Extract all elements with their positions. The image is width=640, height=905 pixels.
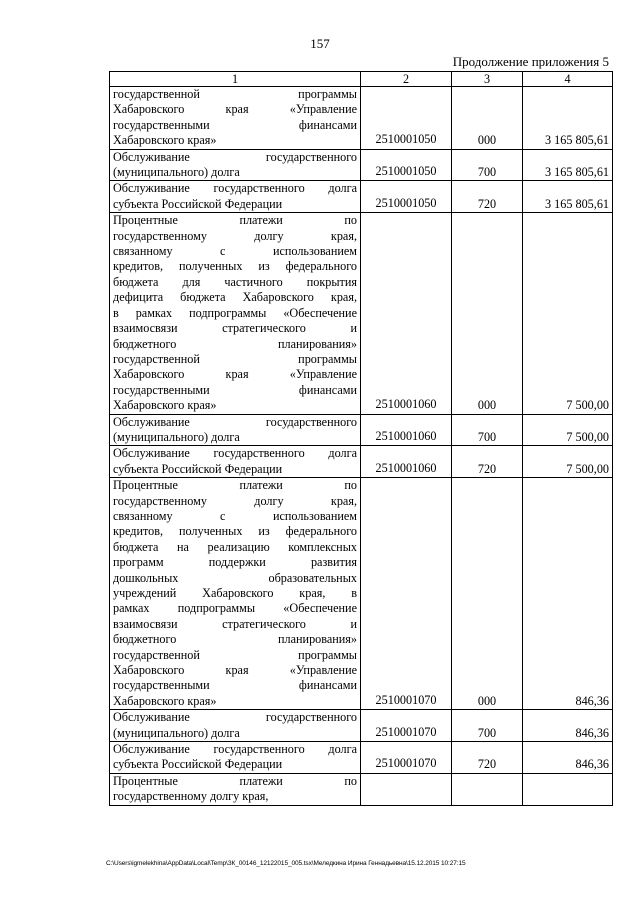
table-row <box>110 773 613 805</box>
row-description <box>110 773 361 805</box>
description-line: (муниципального) долга <box>113 725 240 740</box>
description-line: Обслуживание государственного долга <box>113 446 357 461</box>
description-line: Хабаровского края «Управление <box>113 367 357 382</box>
description-line: Процентные платежи по <box>113 773 357 788</box>
description-line: программ поддержки развития <box>113 555 357 570</box>
row-vr: 000 <box>452 213 523 414</box>
description-line: Хабаровского края» <box>113 693 217 708</box>
row-vr: 000 <box>452 478 523 710</box>
description-line: взаимосвязи стратегического и <box>113 616 357 631</box>
header-col-3: 3 <box>452 72 523 87</box>
row-vr: 700 <box>452 710 523 742</box>
row-amount: 3 165 805,61 <box>523 87 613 150</box>
row-amount: 846,36 <box>523 742 613 774</box>
row-code: 2510001070 <box>361 710 452 742</box>
row-vr <box>452 773 523 805</box>
header-col-4: 4 <box>523 72 613 87</box>
file-path-footer: C:\Users\igmelekhina\AppData\Local\Temp\ЗК_00146_12122015_005.tsx\Меледкина Ирина Геннадьевна\15.12.2015 10:27:15 <box>106 860 466 867</box>
description-line: Процентные платежи по <box>113 478 357 493</box>
description-line: государственной программы <box>113 87 357 101</box>
row-code: 2510001060 <box>361 446 452 478</box>
table-row <box>110 446 613 478</box>
row-code: 2510001060 <box>361 414 452 446</box>
row-vr: 700 <box>452 414 523 446</box>
row-vr: 720 <box>452 742 523 774</box>
description-line: дошкольных образовательных <box>113 570 357 585</box>
table-row <box>110 710 613 742</box>
description-line: бюджета для частичного покрытия <box>113 274 357 289</box>
table-row <box>110 149 613 181</box>
page-number: 157 <box>310 36 330 51</box>
description-line: кредитов, полученных из федерального <box>113 524 357 539</box>
description-line: бюджетного планирования» <box>113 632 357 647</box>
description-line: Обслуживание государственного <box>113 710 357 725</box>
table-row <box>110 478 613 710</box>
header-row <box>110 72 613 87</box>
description-line: Обслуживание государственного <box>113 414 357 429</box>
row-amount <box>523 773 613 805</box>
description-line: связанному с использованием <box>113 508 357 523</box>
table-row <box>110 742 613 774</box>
row-vr: 000 <box>452 87 523 150</box>
description-line: бюджетного планирования» <box>113 336 357 351</box>
description-line: Процентные платежи по <box>113 213 357 228</box>
description-line: государственному долгу края, <box>113 493 357 508</box>
row-code: 2510001070 <box>361 478 452 710</box>
description-line: государственному долгу края, <box>113 789 269 804</box>
description-line: государственному долгу края, <box>113 228 357 243</box>
description-line: субъекта Российской Федерации <box>113 196 283 211</box>
description-line: субъекта Российской Федерации <box>113 757 283 772</box>
description-line: взаимосвязи стратегического и <box>113 321 357 336</box>
row-amount: 3 165 805,61 <box>523 149 613 181</box>
description-line: (муниципального) долга <box>113 165 240 180</box>
table-row <box>110 414 613 446</box>
description-line: Хабаровского края «Управление <box>113 663 357 678</box>
description-line: Хабаровского края «Управление <box>113 102 357 117</box>
row-code: 2510001060 <box>361 213 452 414</box>
budget-table <box>109 71 613 806</box>
header-col-1: 1 <box>110 72 361 87</box>
row-code: 2510001050 <box>361 87 452 150</box>
row-description <box>110 149 361 181</box>
row-amount: 846,36 <box>523 710 613 742</box>
description-line: связанному с использованием <box>113 244 357 259</box>
description-line: государственными финансами <box>113 382 357 397</box>
table-row <box>110 87 613 150</box>
description-line: Хабаровского края» <box>113 398 217 413</box>
description-line: Обслуживание государственного долга <box>113 742 357 757</box>
row-code: 2510001050 <box>361 181 452 213</box>
row-amount: 846,36 <box>523 478 613 710</box>
description-line: государственными финансами <box>113 678 357 693</box>
description-line: рамках подпрограммы «Обеспечение <box>113 601 357 616</box>
row-vr: 700 <box>452 149 523 181</box>
row-description <box>110 446 361 478</box>
description-line: учреждений Хабаровского края, в <box>113 586 357 600</box>
description-line: Обслуживание государственного долга <box>113 181 357 196</box>
description-line: Обслуживание государственного <box>113 149 357 164</box>
row-description <box>110 478 361 710</box>
header-col-2: 2 <box>361 72 452 87</box>
row-vr: 720 <box>452 181 523 213</box>
row-amount: 7 500,00 <box>523 213 613 414</box>
description-line: (муниципального) долга <box>113 429 240 444</box>
description-line: государственной программы <box>113 351 357 366</box>
row-code: 2510001050 <box>361 149 452 181</box>
description-line: в рамках подпрограммы «Обеспечение <box>113 305 357 320</box>
row-description <box>110 710 361 742</box>
row-code <box>361 773 452 805</box>
row-amount: 7 500,00 <box>523 414 613 446</box>
description-line: кредитов, полученных из федерального <box>113 259 357 274</box>
description-line: субъекта Российской Федерации <box>113 461 283 476</box>
row-description <box>110 87 361 150</box>
description-line: государственной программы <box>113 647 357 662</box>
row-amount: 7 500,00 <box>523 446 613 478</box>
row-description <box>110 181 361 213</box>
table-row <box>110 181 613 213</box>
row-description <box>110 213 361 414</box>
row-description <box>110 414 361 446</box>
row-vr: 720 <box>452 446 523 478</box>
row-amount: 3 165 805,61 <box>523 181 613 213</box>
description-line: государственными финансами <box>113 117 357 132</box>
description-line: Хабаровского края» <box>113 133 217 148</box>
description-line: бюджета на реализацию комплексных <box>113 539 357 554</box>
table-body <box>110 87 613 806</box>
row-code: 2510001070 <box>361 742 452 774</box>
continuation-note: Продолжение приложения 5 <box>452 54 609 69</box>
description-line: дефицита бюджета Хабаровского края, <box>113 290 357 305</box>
row-description <box>110 742 361 774</box>
table-row <box>110 213 613 414</box>
